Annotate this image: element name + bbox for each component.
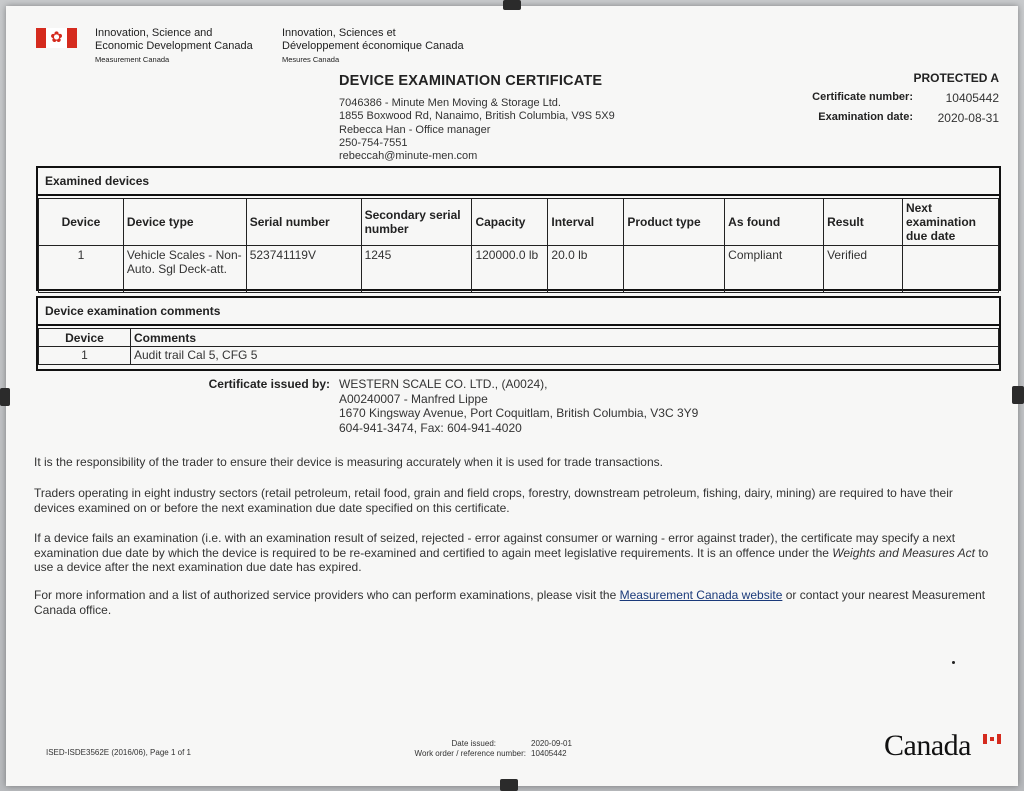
- p4-text-b: or contact your nearest Measurement Canada office.: [34, 588, 986, 617]
- comments-table: [38, 328, 999, 365]
- p3-text-a: If a device fails an examination (i.e. with an examination result of seized, rejected - error against consumer or warning - error against trader), the certificate may specify a next examination due date by which the device is required to be re-examined and certified to again meet legislative requirements. It is an offence under the: [34, 531, 956, 560]
- dept-en-sub: Measurement Canada: [95, 55, 170, 64]
- department-name-en: [95, 27, 253, 64]
- issuer-line3: 1670 Kingsway Avenue, Port Coquitlam, British Columbia, V3C 3Y9: [339, 406, 699, 420]
- canada-flag-icon: ✿: [36, 28, 77, 48]
- frame-clip-top: [503, 0, 521, 10]
- owner-line1: 7046386 - Minute Men Moving & Storage Ltd.: [339, 97, 561, 109]
- cell-result: Verified: [824, 246, 903, 293]
- issuer-line2: A00240007 - Manfred Lippe: [339, 391, 488, 406]
- column-header: Result: [824, 199, 903, 246]
- issuer-line1: WESTERN SCALE CO. LTD., (A0024),: [339, 377, 548, 391]
- cell-device-type: Vehicle Scales - Non-Auto. Sgl Deck-att.: [123, 246, 246, 293]
- column-header: Interval: [548, 199, 624, 246]
- column-header: Device: [39, 329, 131, 347]
- frame-clip-bottom: [500, 779, 518, 791]
- frame-clip-left: [0, 388, 10, 406]
- form-id: ISED-ISDE3562E (2016/06), Page 1 of 1: [46, 748, 191, 757]
- dept-fr-sub: Mesures Canada: [282, 55, 340, 64]
- act-name: Weights and Measures Act: [832, 545, 975, 560]
- paragraph-failed-examination: [34, 531, 996, 575]
- measurement-canada-link[interactable]: Measurement Canada website: [619, 588, 783, 602]
- owner-email: rebeccah@minute-men.com: [339, 150, 478, 163]
- column-header: Capacity: [472, 199, 548, 246]
- paragraph-industry-sectors: Traders operating in eight industry sectors (retail petroleum, retail food, grain and field crops, forestry, downstream petroleum, fishing, dairy, mining) are required to have their devices examined on or before the next examination due date specified on this certificate.: [34, 486, 953, 515]
- issuer-label: Certificate issued by:: [208, 377, 330, 391]
- examination-date-label: Examination date:: [818, 111, 913, 123]
- column-header: Secondary serial number: [361, 199, 472, 246]
- work-order-value: 10405442: [531, 749, 567, 758]
- date-issued-label: Date issued:: [451, 739, 496, 748]
- cell-device: 1: [39, 347, 131, 365]
- examined-devices-title: Examined devices: [38, 168, 999, 196]
- table-row: [39, 246, 999, 293]
- examination-date-value: 2020-08-31: [937, 111, 999, 125]
- owner-line4: 250-754-7551: [339, 136, 408, 149]
- paragraph-more-info: [34, 588, 996, 617]
- canada-wordmark: Canada: [884, 729, 971, 762]
- speck-dot: [952, 661, 955, 664]
- table-header-row: [39, 199, 999, 246]
- owner-line2: 1855 Boxwood Rd, Nanaimo, British Columbia, V9S 5X9: [339, 110, 615, 123]
- column-header: Next examination due date: [902, 199, 998, 246]
- issuer-info: [339, 377, 698, 435]
- column-header: Device: [39, 199, 124, 246]
- dept-fr-line1: Innovation, Sciences et: [282, 27, 396, 39]
- certificate-number-label: Certificate number:: [812, 91, 913, 103]
- cell-next-due-date: [902, 246, 998, 293]
- wordmark-flag-icon: [983, 734, 1001, 744]
- column-header: Product type: [624, 199, 725, 246]
- column-header: As found: [725, 199, 824, 246]
- department-name-fr: [282, 27, 464, 64]
- column-header: Device type: [123, 199, 246, 246]
- issuer-line4: 604-941-3474, Fax: 604-941-4020: [339, 420, 522, 435]
- cell-interval: 20.0 lb: [548, 246, 624, 293]
- comments-section: [36, 296, 1001, 371]
- p3-text-b: to use a device after the next examination due date has expired.: [34, 545, 989, 574]
- table-header-row: [39, 329, 999, 347]
- certificate-number-value: 10405442: [945, 91, 999, 105]
- dept-fr-line2: Développement économique Canada: [282, 39, 464, 52]
- frame-clip-right: [1012, 386, 1024, 404]
- cell-as-found: Compliant: [725, 246, 824, 293]
- cell-secondary-serial: 1245: [361, 246, 472, 293]
- table-row: [39, 347, 999, 365]
- comments-title: Device examination comments: [38, 298, 999, 326]
- column-header: Comments: [131, 329, 999, 347]
- cell-comment: Audit trail Cal 5, CFG 5: [131, 347, 999, 365]
- column-header: Serial number: [246, 199, 361, 246]
- cell-serial-number: 523741119V: [246, 246, 361, 293]
- dept-en-line2: Economic Development Canada: [95, 39, 253, 52]
- dept-en-line1: Innovation, Science and: [95, 27, 213, 39]
- cell-device: 1: [39, 246, 124, 293]
- p4-text-a: For more information and a list of authorized service providers who can perform examinations, please visit the: [34, 588, 620, 602]
- cell-product-type: [624, 246, 725, 293]
- protected-label: PROTECTED A: [913, 71, 999, 85]
- work-order-label: Work order / reference number:: [414, 749, 526, 758]
- owner-line3: Rebecca Han - Office manager: [339, 123, 491, 136]
- examined-devices-table: [38, 198, 999, 293]
- cell-capacity: 120000.0 lb: [472, 246, 548, 293]
- examined-devices-section: [36, 166, 1001, 291]
- owner-info: [339, 97, 615, 163]
- certificate-title: DEVICE EXAMINATION CERTIFICATE: [339, 73, 603, 89]
- paragraph-responsibility: It is the responsibility of the trader to ensure their device is measuring accurately when it is used for trade transactions.: [34, 455, 663, 469]
- date-issued-value: 2020-09-01: [531, 739, 572, 748]
